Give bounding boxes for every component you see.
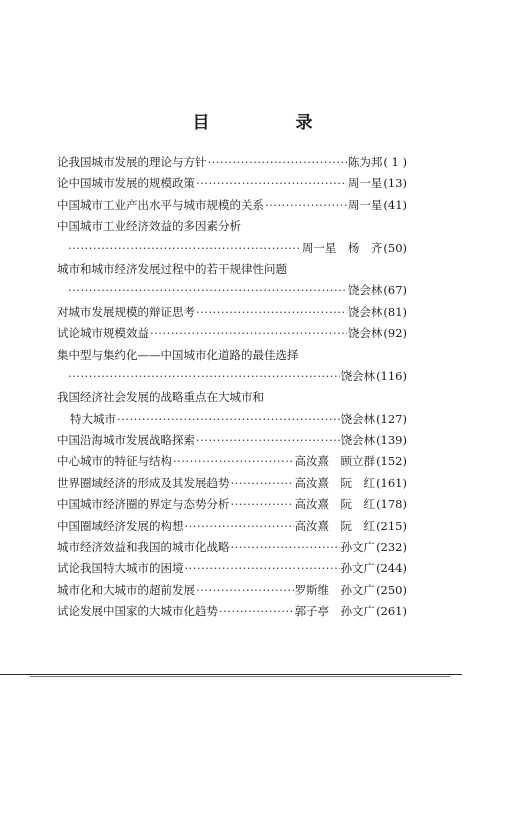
entry-title: 试论我国特大城市的困境 [57,561,184,576]
entry-page-number: (261) [376,604,407,619]
toc-line [57,302,407,323]
entry-title: 论中国城市发展的规模政策 [57,176,195,191]
toc-entry [57,430,407,451]
entry-page-number: (41) [383,197,407,212]
toc-entry [57,580,407,601]
entry-page-number: (244) [376,561,407,576]
entry-title: 集中型与集约化——中国城市化道路的最佳选择 [57,347,299,362]
toc-line [57,195,407,216]
entry-title: 特大城市 [70,411,116,426]
divider-line [0,674,462,675]
entry-title: 试论发展中国家的大城市化趋势 [57,604,218,619]
dot-leader [208,152,347,173]
entry-title: 试论城市规模效益 [57,326,149,341]
toc-line [57,323,407,344]
entry-page-number: (161) [376,475,407,490]
toc-entry [57,323,407,344]
toc-line [57,409,407,430]
entry-title: 对城市发展规模的辩证思考 [57,304,195,319]
entry-title: 城市经济效益和我国的城市化战略 [57,540,230,555]
entry-title: 中国沿海城市发展战略探索 [57,433,195,448]
table-of-contents [57,152,407,623]
entry-author: 陈为邦 [347,155,383,169]
entry-page-number: (215) [376,518,407,533]
toc-line [57,558,407,579]
entry-title: 中心城市的特征与结构 [57,454,172,469]
page-title: 目 录 [192,113,353,133]
entry-page-number: (250) [376,582,407,597]
entry-page-number: (116) [376,368,407,383]
toc-line [57,280,407,301]
entry-page-number: (232) [376,540,407,555]
entry-title: 中国城市经济圈的界定与态势分析 [57,497,230,512]
entry-author: 周一星 [347,176,383,191]
entry-author: 饶会林 [340,433,376,448]
toc-entry [57,152,407,173]
entry-author: 周一星 杨 齐 [301,240,383,255]
entry-author: 饶会林 [347,304,383,319]
entry-title: 我国经济社会发展的战略重点在大城市和 [57,390,264,405]
toc-entry [57,601,407,622]
dot-leader [185,516,294,537]
dot-leader [196,173,347,194]
dot-leader [196,580,294,601]
toc-line [57,387,407,408]
dot-leader [231,473,294,494]
toc-entry [57,216,407,259]
entry-author: 周一星 [347,197,383,212]
toc-line [57,366,407,387]
dot-leader [185,558,340,579]
dot-leader [173,451,294,472]
toc-line [57,345,407,366]
toc-line [57,516,407,537]
entry-title: 论我国城市发展的理论与方针 [57,155,207,169]
entry-author: 高汝熹 阮 红 [294,518,376,533]
dot-leader [231,494,294,515]
entry-page-number: (127) [376,411,407,426]
toc-line [57,152,407,173]
toc-line [57,537,407,558]
entry-author: 高汝熹 阮 红 [294,497,376,512]
toc-line [57,216,407,237]
entry-author: 饶会林 [340,368,376,383]
entry-page-number: (152) [376,454,407,469]
toc-entry [57,537,407,558]
entry-author: 高汝熹 阮 红 [294,475,376,490]
entry-title: 中国城市工业经济效益的多因素分析 [57,219,241,234]
dot-leader [196,302,347,323]
entry-author: 饶会林 [340,411,376,426]
entry-author: 饶会林 [347,326,383,341]
toc-entry [57,302,407,323]
toc-entry [57,387,407,430]
toc-line [57,451,407,472]
entry-title: 中国城市工业产出水平与城市规模的关系 [57,197,264,212]
entry-author: 郭子亭 孙文广 [294,604,376,619]
entry-title: 城市和城市经济发展过程中的若干规律性问题 [57,261,287,276]
toc-entry [57,494,407,515]
toc-entry [57,516,407,537]
entry-author: 孙文广 [340,540,376,555]
entry-page-number: (178) [376,497,407,512]
dot-leader [68,280,347,301]
divider-line-thin [30,676,450,677]
dot-leader [68,366,340,387]
toc-entry [57,345,407,388]
toc-line [57,173,407,194]
toc-entry [57,173,407,194]
toc-line [57,430,407,451]
toc-entry [57,473,407,494]
entry-page-number: (81) [383,304,407,319]
entry-page-number: (50) [383,240,407,255]
entry-author: 高汝熹 顾立群 [294,454,376,469]
entry-page-number: (92) [383,326,407,341]
dot-leader [231,537,340,558]
toc-line [57,259,407,280]
dot-leader [117,409,340,430]
dot-leader [68,238,301,259]
toc-line [57,238,407,259]
toc-entry [57,451,407,472]
entry-author: 罗斯维 孙文广 [294,582,376,597]
toc-entry [57,195,407,216]
dot-leader [150,323,347,344]
toc-line [57,601,407,622]
entry-page-number: (67) [383,283,407,298]
entry-title: 中国圈域经济发展的构想 [57,518,184,533]
entry-title: 城市化和大城市的超前发展 [57,582,195,597]
dot-leader [219,601,294,622]
entry-author: 孙文广 [340,561,376,576]
toc-line [57,494,407,515]
entry-page-number: ( 1 ) [383,155,407,169]
entry-title: 世界圈域经济的形成及其发展趋势 [57,475,230,490]
dot-leader [196,430,340,451]
entry-page-number: (13) [383,176,407,191]
toc-entry [57,259,407,302]
entry-author: 饶会林 [347,283,383,298]
entry-page-number: (139) [376,433,407,448]
dot-leader [265,195,347,216]
toc-entry [57,558,407,579]
toc-line [57,473,407,494]
toc-line [57,580,407,601]
